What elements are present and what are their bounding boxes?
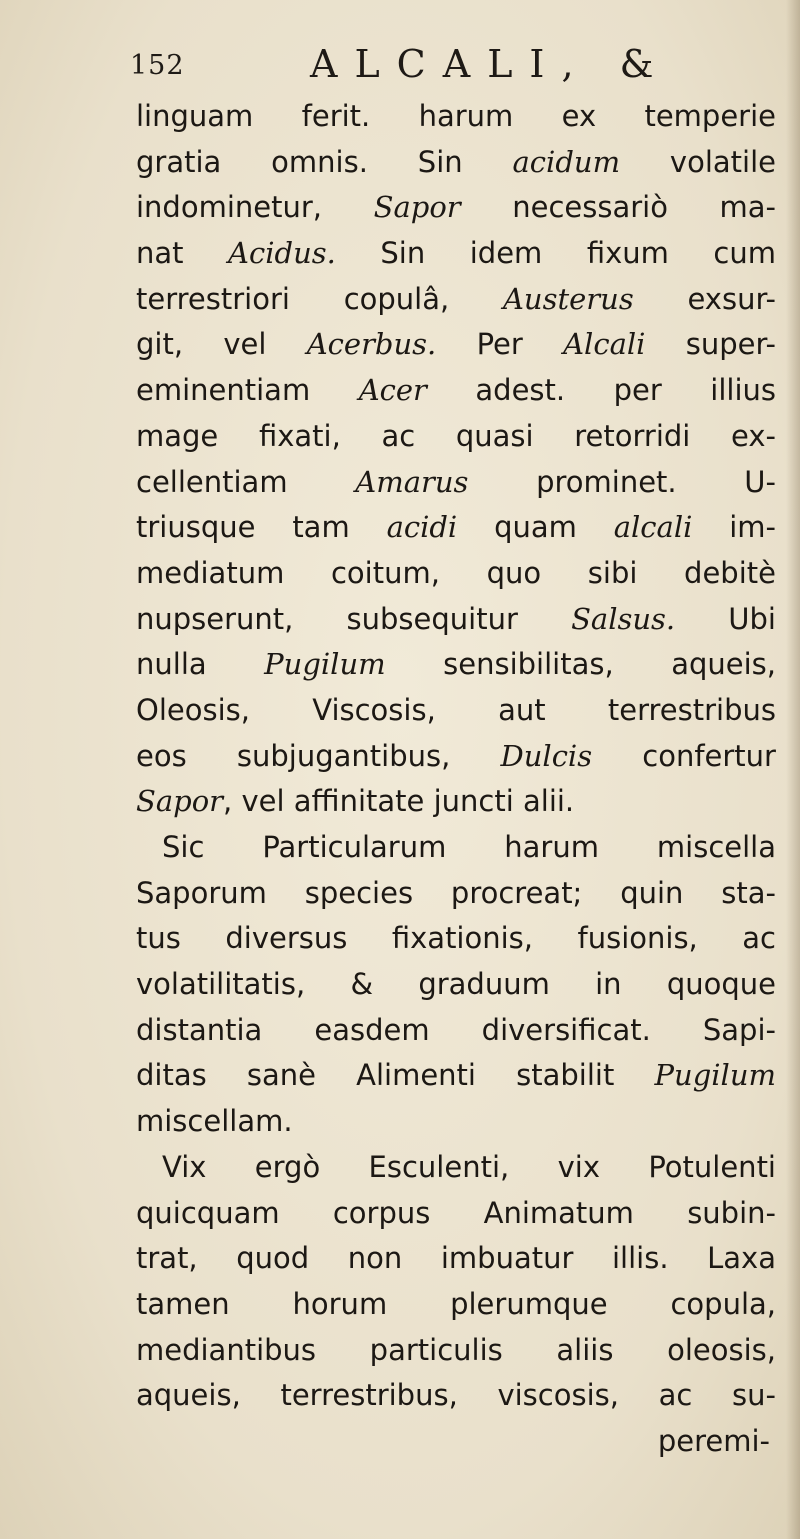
text-segment: Per bbox=[436, 327, 564, 362]
text-segment: aqueis, terrestribus, viscosis, ac su- bbox=[136, 1378, 776, 1413]
text-segment: Sic Particularum harum miscella bbox=[162, 830, 776, 864]
text-segment: nulla bbox=[136, 647, 265, 682]
text-segment: adest. per illius bbox=[426, 373, 777, 408]
text-segment: eos subjugantibus, bbox=[136, 738, 501, 773]
text-line bbox=[136, 1236, 776, 1282]
italic-term: alcali bbox=[613, 510, 693, 545]
italic-term: Acer bbox=[358, 373, 427, 408]
text-line bbox=[136, 505, 776, 551]
italic-term: Sapor bbox=[373, 190, 461, 225]
text-segment: eminentiam bbox=[136, 373, 359, 408]
text-segment: ditas sanè Alimenti stabilit bbox=[136, 1058, 655, 1093]
text-line bbox=[136, 597, 776, 643]
text-line bbox=[136, 1191, 776, 1237]
text-segment: mediatum coitum, quo sibi debitè bbox=[136, 555, 776, 590]
italic-term: Alcali bbox=[563, 327, 646, 362]
text-segment: prominet. U- bbox=[468, 464, 776, 499]
text-line bbox=[136, 1282, 776, 1328]
text-segment: exsur- bbox=[633, 281, 776, 316]
text-line bbox=[136, 1328, 776, 1374]
italic-term: Acerbus. bbox=[306, 327, 437, 362]
text-line bbox=[136, 140, 776, 186]
italic-term: Sapor bbox=[136, 784, 224, 819]
text-segment: Ubi bbox=[675, 601, 776, 636]
text-segment: distantia easdem diversificat. Sapi- bbox=[136, 1012, 776, 1047]
italic-term: Pugilum bbox=[654, 1058, 776, 1093]
text-line bbox=[136, 1373, 776, 1419]
text-line bbox=[136, 185, 776, 231]
italic-term: Pugilum bbox=[264, 647, 386, 682]
text-line bbox=[136, 1008, 776, 1054]
text-line bbox=[136, 94, 776, 140]
text-segment: sensibilitas, aqueis, bbox=[385, 647, 776, 682]
italic-term: Salsus. bbox=[571, 601, 676, 636]
italic-term: Acidus. bbox=[228, 236, 336, 271]
text-segment: volatile bbox=[620, 144, 776, 179]
italic-term: Amarus bbox=[355, 464, 469, 499]
text-line bbox=[136, 779, 776, 825]
text-line bbox=[136, 688, 776, 734]
text-segment: nat bbox=[136, 236, 229, 271]
running-title: ALCALI, & bbox=[310, 42, 671, 86]
text-segment: tamen horum plerumque copula, bbox=[136, 1286, 776, 1321]
text-segment: indominetur, bbox=[136, 190, 374, 225]
text-line bbox=[136, 1145, 776, 1191]
text-segment: cellentiam bbox=[136, 464, 356, 499]
text-line bbox=[136, 414, 776, 460]
text-segment: quicquam corpus Animatum subin- bbox=[136, 1195, 776, 1230]
text-segment: linguam ferit. harum ex temperie bbox=[136, 99, 776, 133]
text-segment: git, vel bbox=[136, 327, 307, 362]
text-segment: triusque tam bbox=[136, 510, 387, 545]
text-line bbox=[136, 1099, 776, 1145]
text-segment: super- bbox=[645, 327, 776, 362]
text-line bbox=[136, 551, 776, 597]
italic-term: acidum bbox=[512, 144, 621, 179]
text-line bbox=[136, 277, 776, 323]
text-segment: tus diversus fixationis, fusionis, ac bbox=[136, 921, 776, 956]
text-segment: mage fixati, ac quasi retorridi ex- bbox=[136, 418, 776, 453]
page-header bbox=[130, 42, 760, 94]
text-line bbox=[136, 231, 776, 277]
text-segment: , vel affinitate juncti alii. bbox=[223, 784, 575, 819]
italic-term: Austerus bbox=[502, 281, 634, 316]
text-segment: peremi- bbox=[657, 1423, 770, 1458]
catchword bbox=[136, 1419, 776, 1465]
text-segment: mediantibus particulis aliis oleosis, bbox=[136, 1332, 776, 1367]
text-line bbox=[136, 825, 776, 871]
page-number: 152 bbox=[130, 50, 185, 81]
text-segment: confertur bbox=[592, 738, 776, 773]
text-segment: trat, quod non imbuatur illis. Laxa bbox=[136, 1241, 776, 1276]
text-segment: Oleosis, Viscosis, aut terrestribus bbox=[136, 692, 776, 727]
text-line bbox=[136, 1053, 776, 1099]
text-segment: miscellam. bbox=[136, 1104, 293, 1139]
text-line bbox=[136, 642, 776, 688]
text-segment: Vix ergò Esculenti, vix Potulenti bbox=[162, 1149, 776, 1184]
text-segment: necessariò ma- bbox=[460, 190, 776, 225]
text-segment: Sin idem fixum cum bbox=[335, 236, 776, 271]
text-segment: terrestriori copulâ, bbox=[136, 281, 503, 316]
text-segment: volatilitatis, & graduum in quoque bbox=[136, 967, 776, 1002]
text-segment: gratia omnis. Sin bbox=[136, 144, 513, 179]
text-line bbox=[136, 871, 776, 917]
text-line bbox=[136, 916, 776, 962]
page-edge-shadow bbox=[786, 0, 800, 1539]
text-line bbox=[136, 368, 776, 414]
italic-term: acidi bbox=[386, 510, 458, 545]
text-line bbox=[136, 322, 776, 368]
text-segment: nupserunt, subsequitur bbox=[136, 601, 572, 636]
text-line bbox=[136, 460, 776, 506]
text-line bbox=[136, 962, 776, 1008]
text-segment: im- bbox=[692, 510, 777, 545]
text-segment: Saporum species procreat; quin sta- bbox=[136, 875, 776, 910]
body-text bbox=[136, 94, 776, 1465]
text-line bbox=[136, 734, 776, 780]
text-segment: quam bbox=[457, 510, 614, 545]
italic-term: Dulcis bbox=[500, 738, 593, 773]
